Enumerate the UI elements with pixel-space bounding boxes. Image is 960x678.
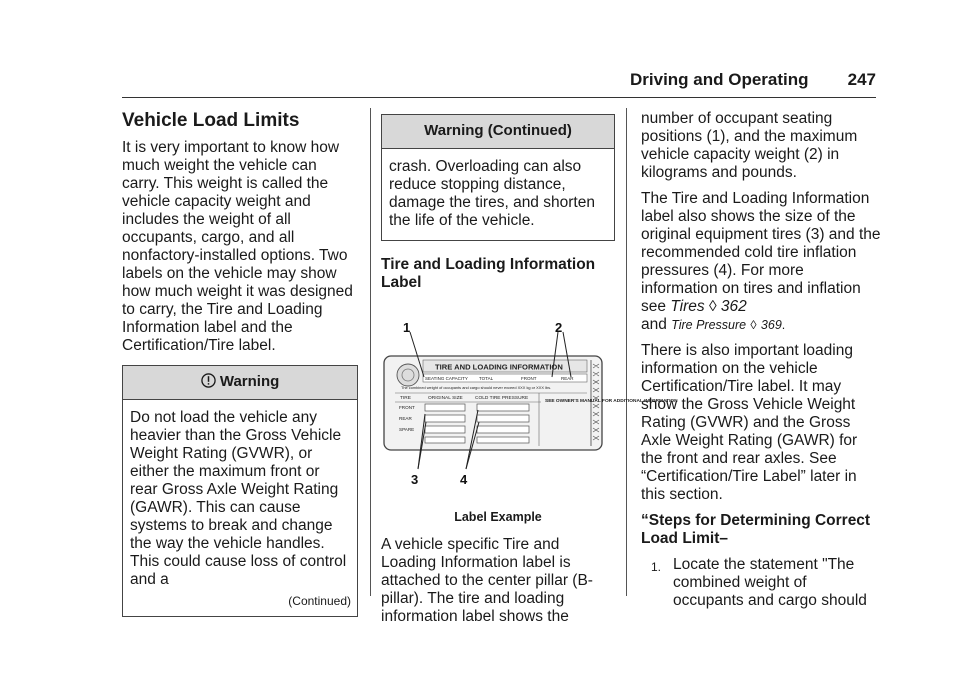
tire-pressure-link[interactable]: Tire Pressure — [671, 318, 747, 332]
label-front: FRONT — [521, 376, 537, 381]
tire-label-figure — [381, 320, 678, 500]
step-number: 1. — [651, 560, 662, 574]
figure-caption: Label Example — [454, 510, 542, 524]
warning-header — [123, 366, 357, 400]
paragraph-3: There is also important loading information on the vehicle Certification/Tire label. It may show the Gross Vehicle Weight Rating (GVWR) and the Gross Axle Weight Rating (GAWR) for the front and rear axles. See “Certification/Tire Label” later in this section. — [641, 342, 858, 503]
page-number: 247 — [847, 70, 876, 89]
paragraph-1: number of occupant seating positions (1), and the maximum vehicle capacity weight (2) in kilograms and pounds. — [641, 110, 858, 181]
label-row-rear: REAR — [399, 416, 412, 421]
step-text: Locate the statement "The combined weight of occupants and cargo should — [673, 556, 867, 609]
callout-2: 2 — [555, 320, 563, 335]
tires-link[interactable]: Tires — [670, 298, 705, 315]
header-rule — [122, 97, 876, 98]
callout-1: 1 — [403, 320, 411, 335]
warning-box — [122, 365, 358, 617]
warning-continued-box — [381, 114, 615, 241]
paragraph-2-text: The Tire and Loading Information label also shows the size of the original equipment tires (3) and the recommended cold tire inflation pressures (4). For more information on tires and inflation see — [641, 190, 881, 315]
label-tire-header: TIRE — [400, 396, 411, 401]
intro-paragraph: It is very important to know how much weight the vehicle can carry. This weight is called the vehicle capacity weight and includes the weight of all occupants, cargo, and all nonfactory-installed options. Two labels on the vehicle may show how much weight it was designed to carry, the Tire and Loading Information label and the Certification/Tire label. — [122, 139, 353, 354]
column-2 — [381, 114, 678, 634]
warning-text: Do not load the vehicle any heavier than the Gross Vehicle Weight Rating (GVWR), or either the maximum front or rear Gross Axle Weight Rating (GAWR). This can cause systems to break and change the way the vehicle handles. This could cause loss of control and a — [130, 409, 347, 588]
tires-page[interactable]: 362 — [720, 298, 747, 315]
label-subheading: Tire and Loading Information Label — [381, 256, 596, 291]
column-1 — [122, 110, 358, 617]
continued-note: (Continued) — [288, 594, 351, 608]
page-ref-icon: ◊ — [708, 298, 717, 315]
section-heading: Vehicle Load Limits — [122, 110, 300, 131]
page-ref-icon: ◊ — [750, 318, 757, 332]
steps-heading: “Steps for Determining Correct Load Limit– — [641, 512, 871, 547]
label-see-owner: SEE OWNER'S MANUAL FOR ADDITIONAL INFORMATION — [545, 399, 678, 404]
tire-pressure-page[interactable]: 369 — [760, 318, 782, 332]
label-row-spare: SPARE — [399, 427, 415, 432]
warning-icon — [201, 373, 220, 390]
list-item — [651, 556, 881, 610]
label-seating: SEATING CAPACITY — [425, 376, 468, 381]
page-header — [630, 70, 876, 90]
and-text: and — [641, 316, 667, 333]
warning-body — [123, 400, 357, 616]
label-rear: REAR — [561, 376, 574, 381]
column-3 — [641, 110, 881, 610]
warning-continued-body: crash. Overloading can also reduce stopping distance, damage the tires, and shorten the life of the vehicle. — [389, 158, 595, 229]
label-seal-icon — [397, 364, 419, 386]
paragraph-2: The Tire and Loading Information label also shows the size of the original equipment tires (3) and the recommended cold tire inflation pressures (4). For more information on tires and inflation see Tires ◊ 362 and Tire Pressure ◊ 369. — [641, 190, 881, 333]
warning-continued-header: Warning (Continued) — [382, 115, 614, 149]
callout-3: 3 — [411, 472, 419, 487]
section-title: Driving and Operating — [630, 70, 809, 89]
callout-4: 4 — [460, 472, 468, 487]
label-title: TIRE AND LOADING INFORMATION — [435, 362, 563, 372]
label-total: TOTAL — [479, 376, 494, 381]
warning-title: Warning — [219, 373, 280, 390]
column-divider-1 — [370, 108, 371, 596]
label-size-header: ORIGINAL SIZE — [428, 396, 463, 401]
label-pressure-header: COLD TIRE PRESSURE — [475, 396, 529, 401]
label-combined-line: The combined weight of occupants and cargo should never exceed XXX kg or XXX lbs. — [401, 385, 552, 390]
label-body-text: A vehicle specific Tire and Loading Information label is attached to the center pillar (B-pillar). The tire and loading information label shows the — [381, 536, 593, 625]
column-divider-2 — [626, 108, 627, 596]
label-row-front: FRONT — [399, 405, 415, 410]
